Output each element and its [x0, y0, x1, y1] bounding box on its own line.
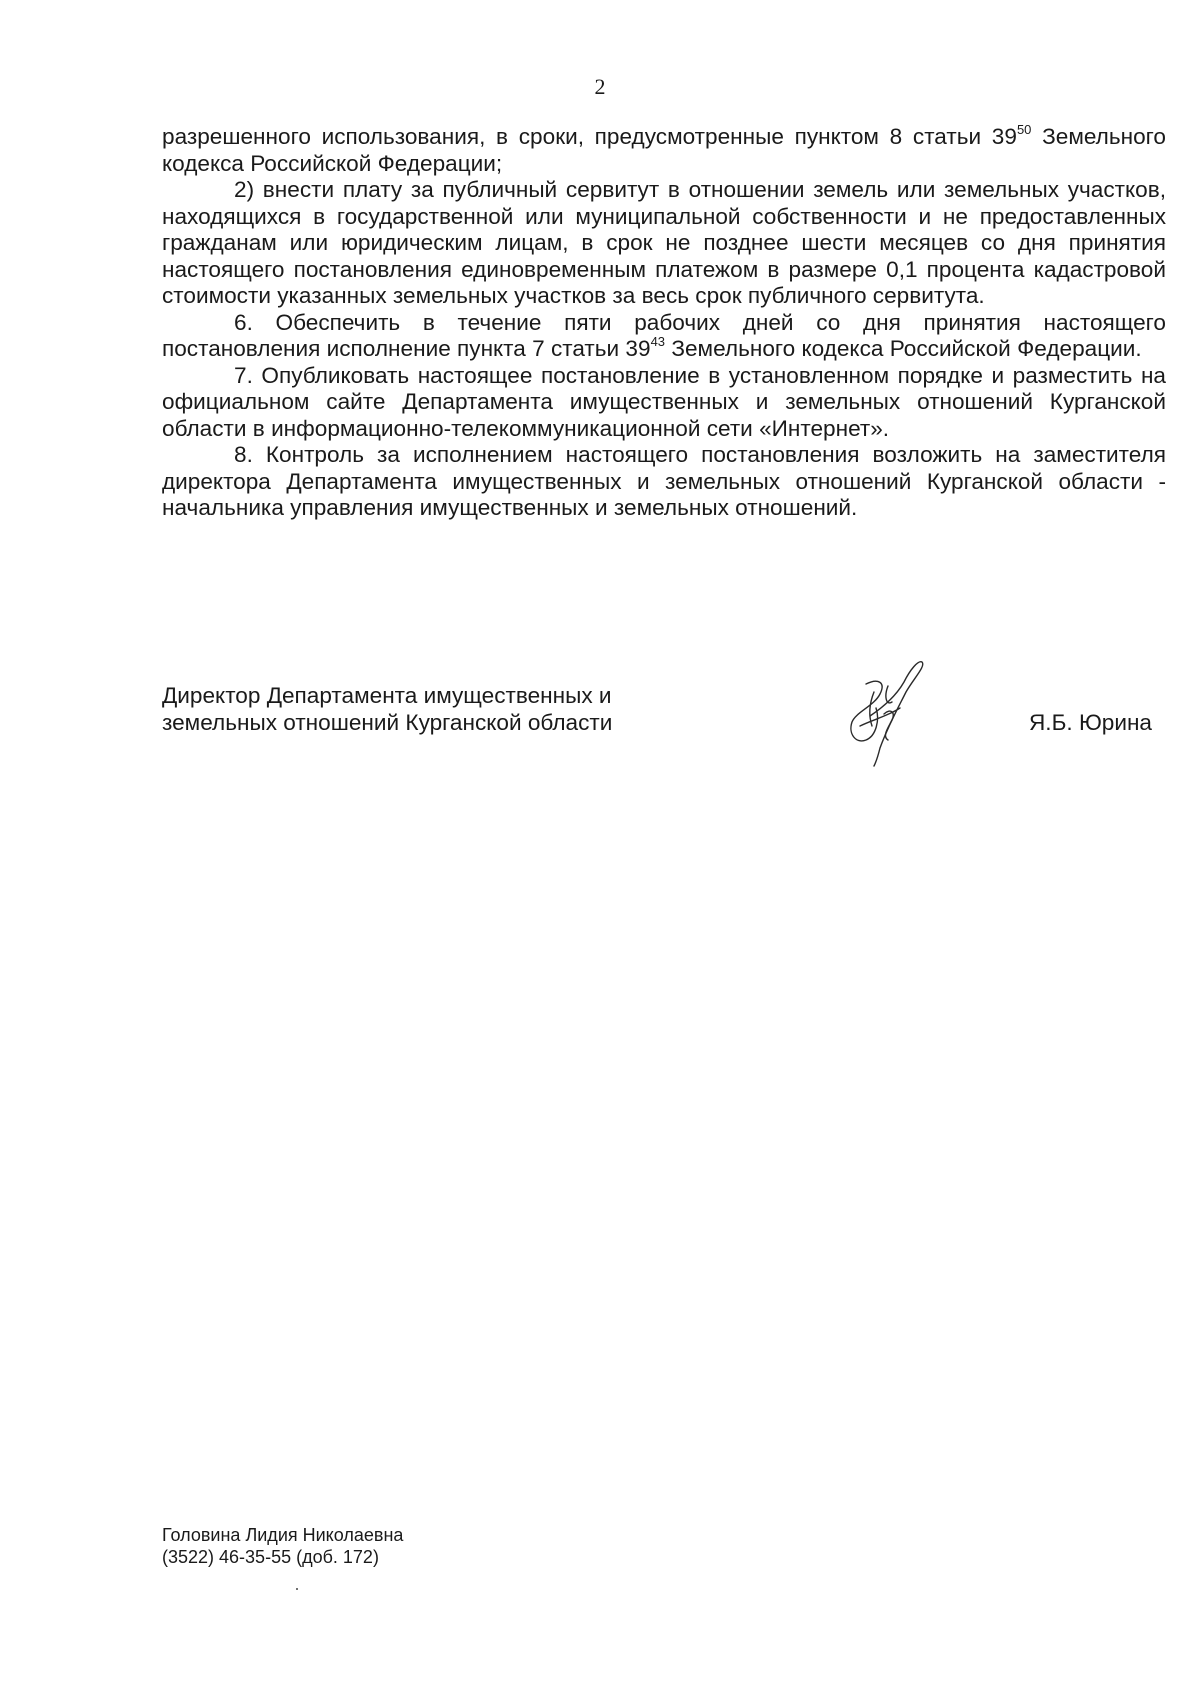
paragraph-item-6: 6. Обеспечить в течение пяти рабочих дней со дня принятия настоящего постановления исполнение пункта 7 статьи $39^{43}$ Земельного кодекса Российской Федерации. — [162, 309, 1166, 361]
paragraph-item-8: 8. Контроль за исполнением настоящего постановления возложить на заместителя директора Департамента имущественных и земельных отношений Курганской области - начальника управления имущественных и земельных отношений. — [162, 442, 1166, 520]
scan-speck — [296, 1588, 298, 1590]
paragraph-continuation: разрешенного использования, в сроки, предусмотренные пунктом 8 статьи $39^{50}$ Земельного кодекса Российской Федерации; — [162, 122, 1166, 176]
executor-phone: (3522) 46-35-55 (доб. 172) — [162, 1547, 379, 1567]
page-number: 2 — [594, 74, 606, 99]
signatory-position-line-1: Директор Департамента имущественных и — [162, 683, 612, 708]
executor-name: Головина Лидия Николаевна — [162, 1525, 404, 1545]
paragraph-item-2: 2) внести плату за публичный сервитут в отношении земель или земельных участков, находящихся в государственной или муниципальной собственности и не предоставленных гражданам или юридическим лицам, в срок не позднее шести месяцев со дня принятия настоящего постановления единовременным платежом в размере 0,1 процента кадастровой стоимости указанных земельных участков за весь срок публичного сервитута. — [162, 177, 1166, 308]
document-body — [162, 124, 1166, 522]
handwritten-signature — [826, 656, 936, 768]
paragraph-item-7: 7. Опубликовать настоящее постановление в установленном порядке и разместить на официальном сайте Департамента имущественных и земельных отношений Курганской области в информационно-телекоммуникационной сети «Интернет». — [162, 362, 1166, 441]
superscript: 43 — [650, 334, 666, 349]
signatory-name: Я.Б. Юрина — [1028, 710, 1152, 735]
superscript: 50 — [1016, 122, 1032, 137]
signatory-position — [162, 682, 612, 736]
executor-info — [162, 1524, 403, 1568]
signatory-position-line-2: земельных отношений Курганской области — [162, 710, 613, 735]
